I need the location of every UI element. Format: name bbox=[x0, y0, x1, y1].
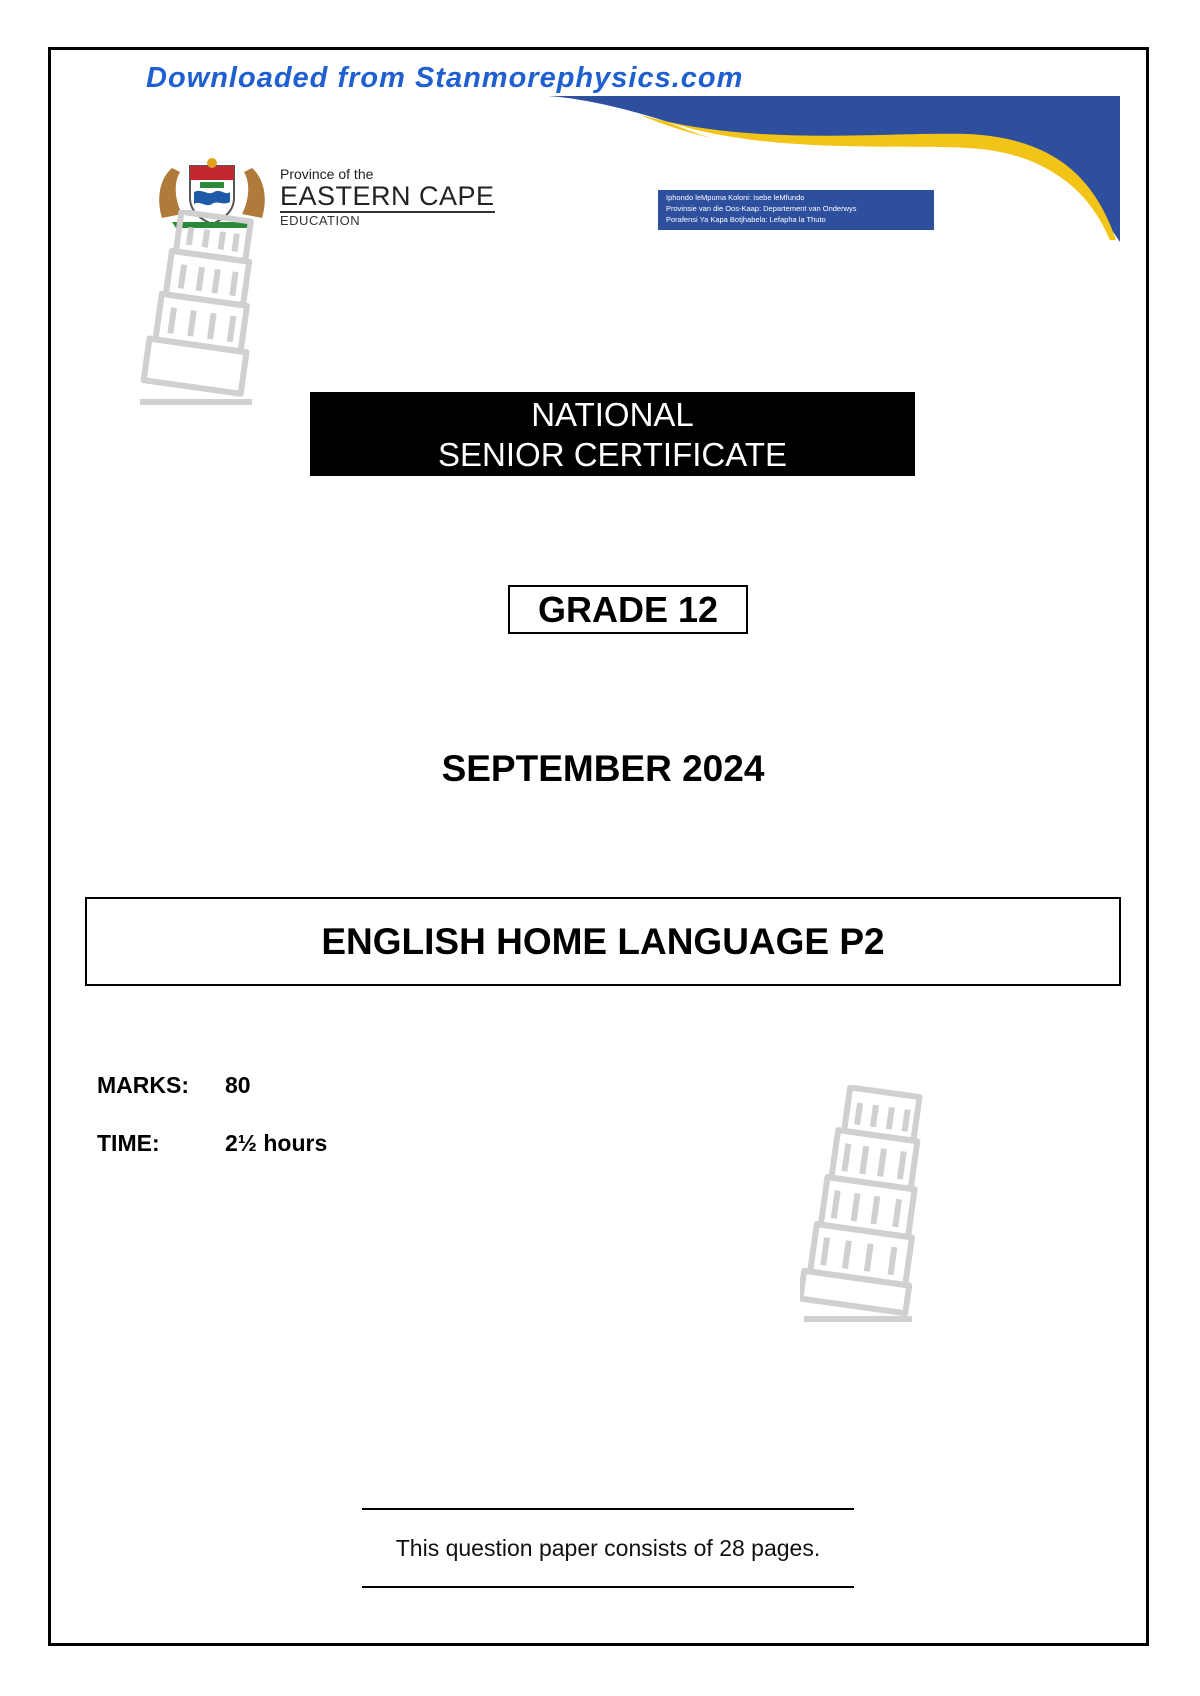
province-small-label: Province of the bbox=[280, 166, 374, 182]
marks-value: 80 bbox=[225, 1072, 251, 1098]
national-senior-certificate-title bbox=[310, 392, 915, 476]
province-name: EASTERN CAPE bbox=[280, 181, 495, 211]
title-line-2: SENIOR CERTIFICATE bbox=[438, 436, 787, 473]
time-value: 2½ hours bbox=[225, 1130, 328, 1156]
time-label: TIME: bbox=[97, 1130, 160, 1156]
time-row bbox=[97, 1130, 327, 1157]
marks-label: MARKS: bbox=[97, 1072, 189, 1098]
header-banner bbox=[548, 92, 1120, 252]
download-source-text[interactable]: Downloaded from Stanmorephysics.com bbox=[146, 62, 744, 94]
exam-date: SEPTEMBER 2024 bbox=[441, 748, 765, 789]
title-line-1: NATIONAL bbox=[531, 396, 694, 433]
subject-title: ENGLISH HOME LANGUAGE P2 bbox=[85, 897, 1121, 986]
page-count-note: This question paper consists of 28 pages. bbox=[362, 1508, 854, 1588]
exam-date-wrapper bbox=[0, 748, 1200, 790]
leaning-tower-watermark-icon bbox=[800, 1085, 936, 1325]
banner-line-3: Porafensi Ya Kapa Botjhabela: Lefapha la Thuto bbox=[666, 215, 826, 224]
leaning-tower-watermark-icon bbox=[140, 210, 270, 408]
banner-line-1: Iphondo leMpuma Koloni: Isebe leMfundo bbox=[666, 193, 805, 202]
marks-row bbox=[97, 1072, 251, 1099]
department-name: EDUCATION bbox=[280, 213, 361, 228]
grade-label: GRADE 12 bbox=[508, 585, 748, 634]
province-logo-text bbox=[280, 166, 495, 228]
banner-line-2: Provinsie van die Oos-Kaap: Departement van Onderwys bbox=[666, 204, 857, 213]
